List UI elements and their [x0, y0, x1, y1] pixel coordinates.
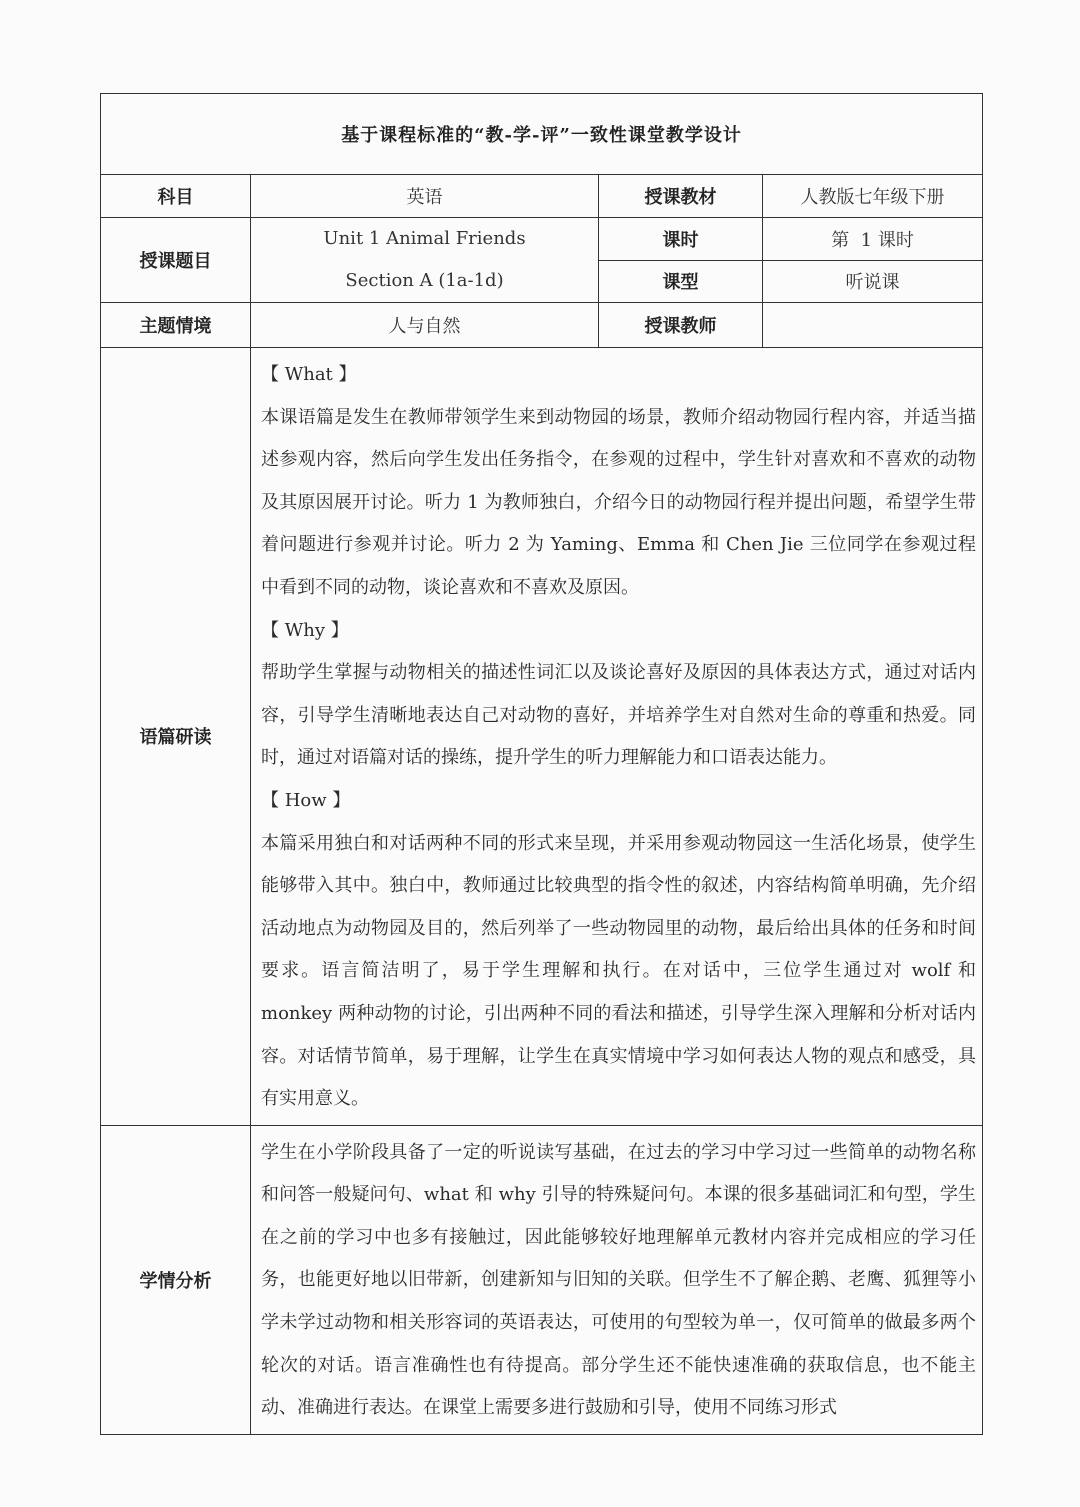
subject-value: 英语	[251, 175, 599, 218]
topic-label: 授课题目	[101, 218, 251, 303]
lesson-type-value: 听说课	[763, 260, 983, 303]
learner-row	[101, 1125, 983, 1434]
lesson-plan-table	[100, 93, 983, 1435]
learner-content	[251, 1125, 983, 1434]
topic-value	[251, 218, 599, 303]
textbook-label: 授课教材	[599, 175, 763, 218]
topic-row-1	[101, 218, 983, 261]
why-paragraph: 帮助学生掌握与动物相关的描述性词汇以及谈论喜好及原因的具体表达方式，通过对话内容，引导学生清晰地表达自己对动物的喜好，并培养学生对自然对生命的尊重和热爱。同时，通过对语篇对话的操练，提升学生的听力理解能力和口语表达能力。	[261, 662, 977, 769]
subject-row	[101, 175, 983, 218]
title-row	[101, 94, 983, 175]
theme-row	[101, 303, 983, 348]
document-title: 基于课程标准的“教-学-评”一致性课堂教学设计	[101, 94, 983, 175]
subject-label: 科目	[101, 175, 251, 218]
topic-line-1: Unit 1 Animal Friends	[323, 228, 526, 249]
teacher-label: 授课教师	[599, 303, 763, 348]
learner-paragraph: 学生在小学阶段具备了一定的听说读写基础，在过去的学习中学习过一些简单的动物名称和问答一般疑问句、what 和 why 引导的特殊疑问句。本课的很多基础词汇和句型，学生在之前的学习中也多有接触过，因此能够较好地理解单元教材内容并完成相应的学习任务，也能更好地以旧带新，创建新知与旧知的关联。但学生不了解企鹅、老鹰、狐狸等小学未学过动物和相关形容词的英语表达，可使用的句型较为单一，仅可简单的做最多两个轮次的对话。语言准确性也有待提高。部分学生还不能快速准确的获取信息，也不能主动、准确进行表达。在课堂上需要多进行鼓励和引导，使用不同练习形式	[261, 1141, 977, 1419]
discourse-content	[251, 348, 983, 1126]
discourse-row	[101, 348, 983, 1126]
what-paragraph: 本课语篇是发生在教师带领学生来到动物园的场景，教师介绍动物园行程内容，并适当描述参观内容，然后向学生发出任务指令，在参观的过程中，学生针对喜欢和不喜欢的动物及其原因展开讨论。听力 1 为教师独白，介绍今日的动物园行程并提出问题，希望学生带着问题进行参观并讨论。听力 2 为 Yaming、Emma 和 Chen Jie 三位同学在参观过程中看到不同的动物，谈论喜欢和不喜欢及原因。	[261, 406, 977, 598]
discourse-label: 语篇研读	[101, 348, 251, 1126]
what-header: 【 What 】	[261, 364, 357, 385]
period-label: 课时	[599, 218, 763, 261]
theme-value: 人与自然	[251, 303, 599, 348]
lesson-type-label: 课型	[599, 260, 763, 303]
textbook-value: 人教版七年级下册	[763, 175, 983, 218]
theme-label: 主题情境	[101, 303, 251, 348]
topic-line-2: Section A (1a-1d)	[345, 270, 504, 291]
teacher-value	[763, 303, 983, 348]
period-value: 第 1 课时	[763, 218, 983, 261]
learner-label: 学情分析	[101, 1125, 251, 1434]
why-header: 【 Why 】	[261, 619, 349, 641]
how-paragraph: 本篇采用独白和对话两种不同的形式来呈现，并采用参观动物园这一生活化场景，使学生能够带入其中。独白中，教师通过比较典型的指令性的叙述，内容结构简单明确，先介绍活动地点为动物园及目的，然后列举了一些动物园里的动物，最后给出具体的任务和时间要求。语言简洁明了，易于学生理解和执行。在对话中，三位学生通过对 wolf 和 monkey 两种动物的讨论，引出两种不同的看法和描述，引导学生深入理解和分析对话内容。对话情节简单，易于理解，让学生在真实情境中学习如何表达人物的观点和感受，具有实用意义。	[261, 832, 977, 1110]
how-header: 【 How 】	[261, 789, 351, 811]
